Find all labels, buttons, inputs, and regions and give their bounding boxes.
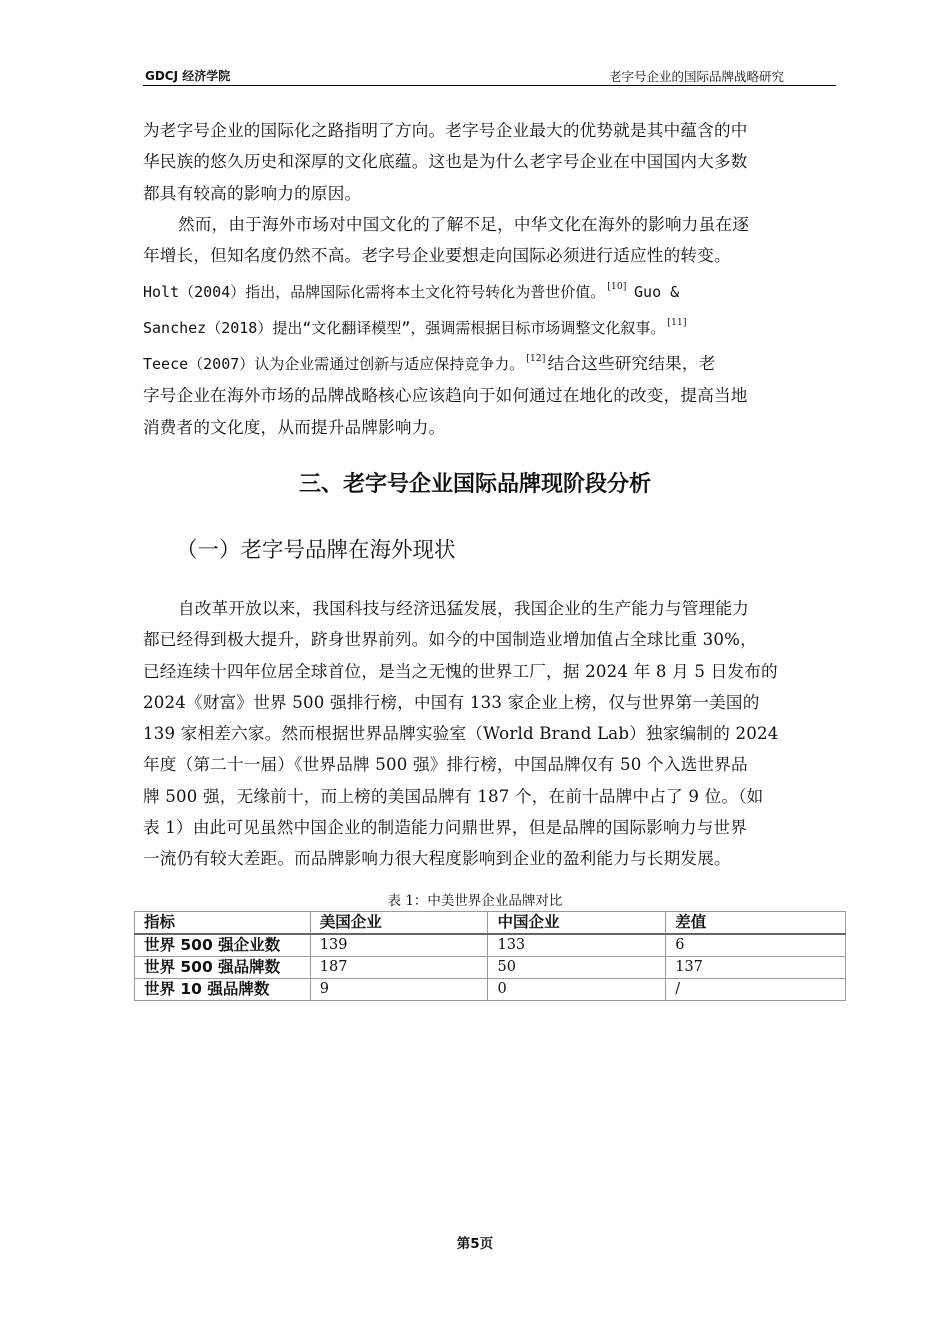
table-cell: 133 [488, 934, 666, 957]
paragraph-line: 年度（第二十一届）《世界品牌 500 强》排行榜，中国品牌仅有 50 个入选世界品 [143, 755, 748, 775]
table-caption: 表 1：中美世界企业品牌对比 [387, 893, 563, 909]
reference-10[interactable]: [10] [607, 281, 627, 292]
paragraph-3 [143, 593, 836, 875]
table-header-cell: 差值 [666, 912, 846, 935]
table-row-label: 世界 500 强品牌数 [135, 957, 311, 979]
paragraph-2 [143, 209, 836, 443]
header-rule [143, 85, 836, 86]
table-row-label: 世界 500 强企业数 [135, 934, 311, 957]
reference-12[interactable]: [12] [526, 354, 546, 365]
paragraph-line: 都具有较高的影响力的原因。 [143, 183, 362, 203]
table-cell: 187 [310, 957, 488, 979]
paragraph-line: 表 1）由此可见虽然中国企业的制造能力问鼎世界，但是品牌的国际影响力与世界 [143, 818, 748, 838]
table-header-cell: 中国企业 [488, 912, 666, 935]
paragraph-text: 结合这些研究结果，老 [547, 354, 716, 374]
paragraph-line: 自改革开放以来，我国科技与经济迅猛发展，我国企业的生产能力与管理能力 [178, 599, 749, 618]
paragraph-line: 字号企业在海外市场的品牌战略核心应该趋向于如何通过在地化的改变，提高当地 [143, 386, 748, 406]
table-cell: / [666, 979, 846, 1001]
paragraph-line: 为老字号企业的国际化之路指明了方向。老字号企业最大的优势就是其中蕴含的中 [143, 121, 748, 140]
table-row [135, 957, 846, 979]
paragraph-line [143, 272, 836, 308]
paragraph-line: 都已经得到极大提升，跻身世界前列。如今的中国制造业增加值占全球比重 30%， [143, 630, 757, 650]
table-cell: 9 [310, 979, 488, 1001]
paragraph-line: 一流仍有较大差距。而品牌影响力很大程度影响到企业的盈利能力与长期发展。 [143, 849, 731, 869]
paragraph-line: 华民族的悠久历史和深厚的文化底蕴。这也是为什么老字号企业在中国国内大多数 [143, 152, 748, 172]
citation-guo: Guo & [634, 282, 680, 301]
paragraph-line [143, 308, 836, 344]
paragraph-line: 2024《财富》世界 500 强排行榜，中国有 133 家企业上榜，仅与世界第一美国的 [143, 692, 760, 712]
table-row [135, 979, 846, 1001]
paragraph-line: 139 家相差六家。然而根据世界品牌实验室（World Brand Lab）独家编制的 2024 [143, 724, 779, 744]
page-number: 第5页 [456, 1236, 494, 1252]
paragraph-line: 然而，由于海外市场对中国文化的了解不足，中华文化在海外的影响力虽在逐 [178, 215, 749, 234]
reference-11[interactable]: [11] [667, 317, 687, 328]
paragraph-line: 牌 500 强，无缘前十，而上榜的美国品牌有 187 个，在前十品牌中占了 9 位。（如 [143, 786, 764, 806]
table-cell: 137 [666, 957, 846, 979]
table-cell: 139 [310, 934, 488, 957]
paragraph-line: 消费者的文化度，从而提升品牌影响力。 [143, 417, 446, 437]
table-row-label: 世界 10 强品牌数 [135, 979, 311, 1001]
table-header-row [135, 912, 846, 935]
paragraph-1 [143, 115, 836, 209]
table-cell: 50 [488, 957, 666, 979]
citation-teece: Teece（2007）认为企业需通过创新与适应保持竞争力。 [143, 355, 525, 374]
table-row [135, 934, 846, 957]
page-header [143, 66, 836, 86]
header-paper-title: 老字号企业的国际品牌战略研究 [608, 69, 784, 84]
subsection-heading: （一）老字号品牌在海外现状 [176, 538, 456, 563]
comparison-table [134, 911, 846, 1001]
table-header-cell: 美国企业 [310, 912, 488, 935]
citation-holt: Holt（2004）指出，品牌国际化需将本土文化符号转化为普世价值。 [143, 282, 606, 301]
header-school-name: GDCJ 经济学院 [145, 69, 231, 83]
section-heading: 三、老字号企业国际品牌现阶段分析 [298, 472, 651, 497]
paragraph-line: 已经连续十四年位居全球首位，是当之无愧的世界工厂，据 2024 年 8 月 5 日发布的 [143, 661, 778, 681]
table-cell: 6 [666, 934, 846, 957]
table-cell: 0 [488, 979, 666, 1001]
paragraph-line: 年增长，但知名度仍然不高。老字号企业要想走向国际必须进行适应性的转变。 [143, 246, 731, 266]
citation-sanchez: Sanchez（2018）提出“文化翻译模型”，强调需根据目标市场调整文化叙事。 [143, 318, 666, 337]
table-header-cell: 指标 [135, 912, 311, 935]
paragraph-line [143, 344, 836, 380]
